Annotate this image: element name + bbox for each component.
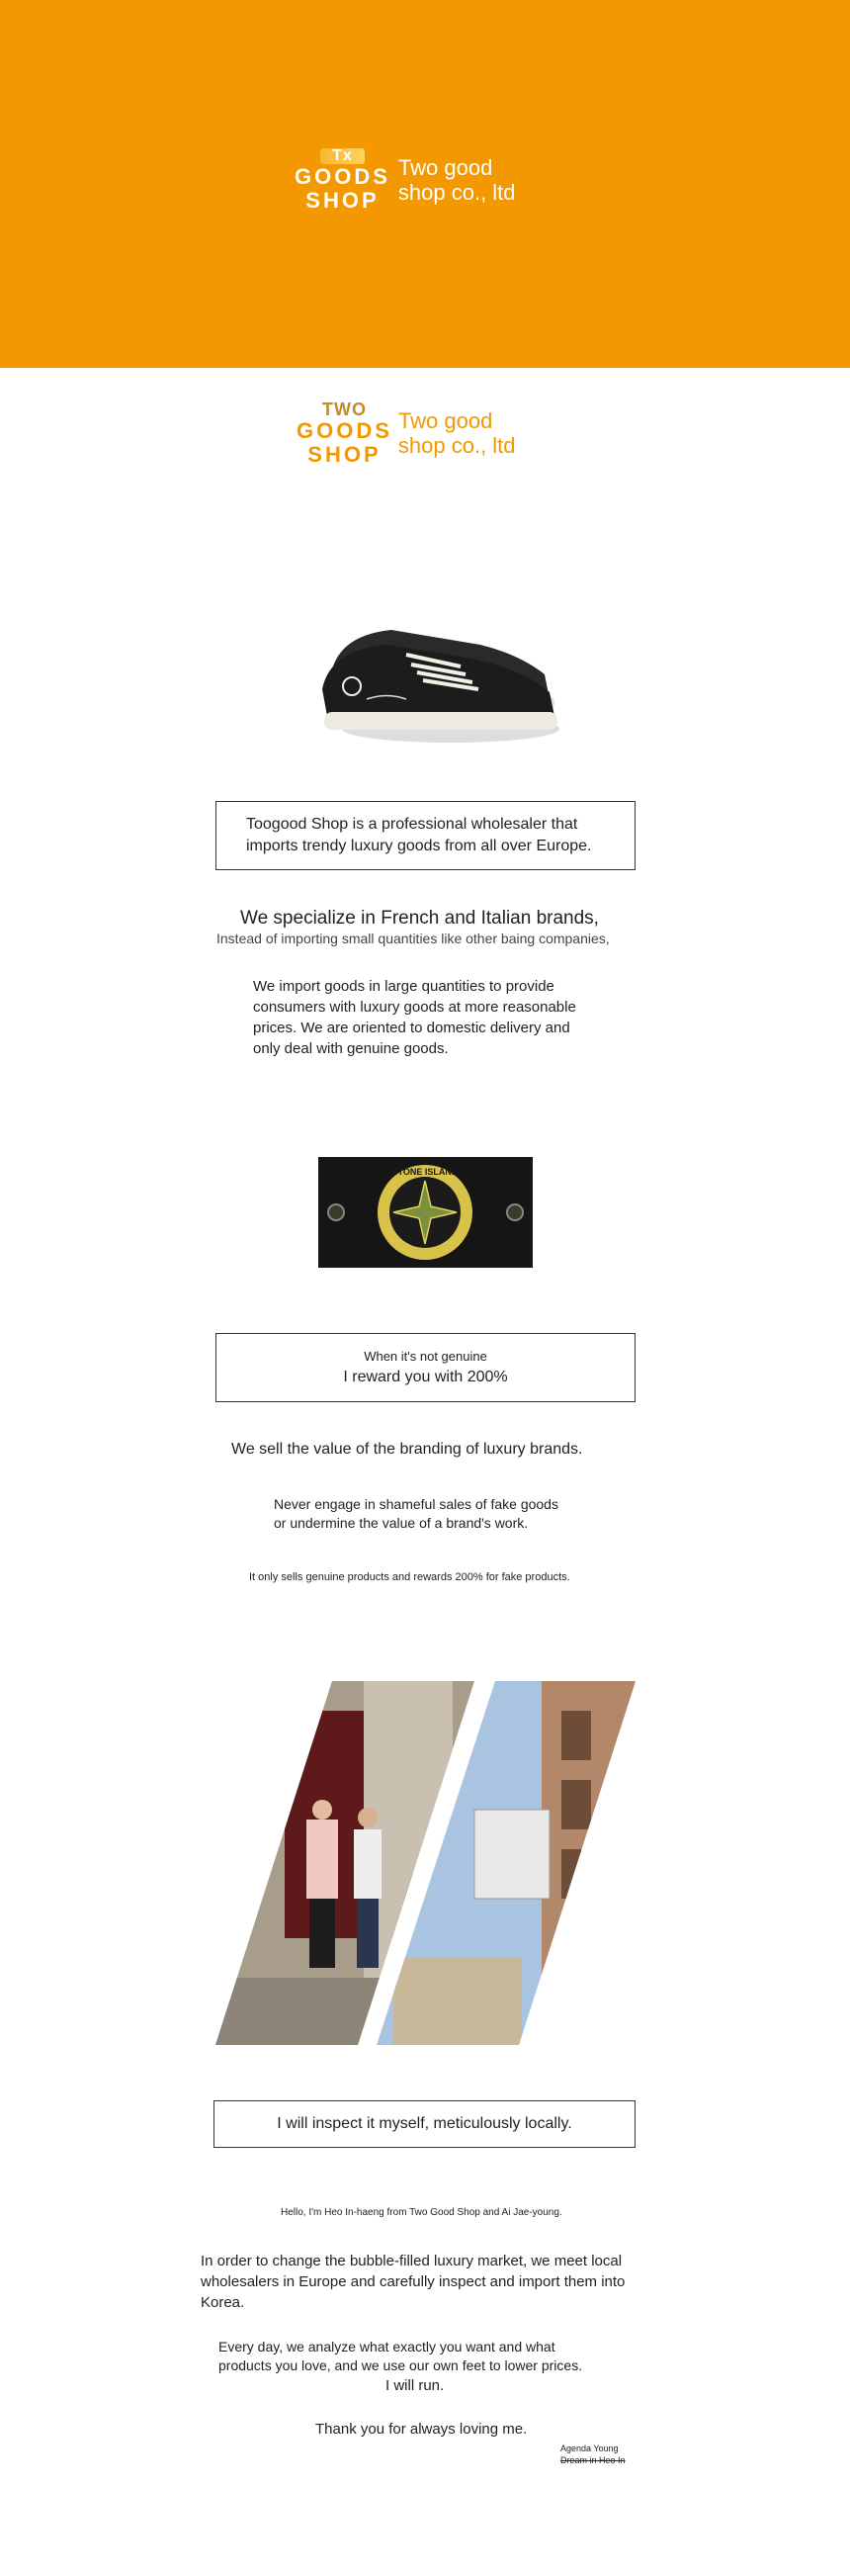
company-logo [295, 148, 516, 212]
patch-button-right [507, 1204, 523, 1220]
never-line2: or undermine the value of a brand's work. [274, 1515, 529, 1531]
logo-two: TWO [321, 400, 367, 419]
thanks-text: Thank you for always loving me. [315, 2421, 528, 2438]
hero-banner [0, 0, 850, 368]
logo-name-line1: Two good [397, 407, 493, 433]
hello-text: Hello, I'm Heo In-haeng from Two Good Shop and Ai Jae-young. [281, 2207, 562, 2218]
logo-company-name [398, 155, 516, 206]
logo-name-line2: shop co., ltd [397, 180, 516, 205]
logo-mark [297, 400, 392, 466]
team-photos [215, 1681, 636, 2045]
instead-text: Instead of importing small quantities like other baing companies, [216, 931, 610, 946]
genuine-note: It only sells genuine products and rewards 200% for fake products. [249, 1571, 570, 1583]
import-line1: We import goods in large quantities to provide [253, 978, 554, 995]
guarantee-line1: When it's not genuine [364, 1349, 487, 1364]
never-line1: Never engage in shameful sales of fake goods [274, 1496, 558, 1512]
logo-goods: GOODS [297, 418, 392, 443]
logo-name-line2: shop co., ltd [397, 433, 516, 458]
inspect-box [213, 2100, 636, 2148]
specialize-heading: We specialize in French and Italian brands, [240, 908, 599, 929]
sneaker-image [312, 605, 569, 754]
every-line1: Every day, we analyze what exactly you want and what [218, 2339, 555, 2354]
signature-line2: Dream in Heo In [560, 2455, 626, 2465]
front-sole [324, 712, 557, 730]
patch-ring-text: STONE ISLAND [391, 1167, 459, 1177]
intro-box [215, 801, 636, 870]
front-shoe [322, 645, 554, 716]
import-line3: prices. We are oriented to domestic delivery and [253, 1020, 570, 1036]
value-text: We sell the value of the branding of luxury brands. [231, 1441, 583, 1458]
signature [560, 2443, 626, 2466]
intro-line1: Toogood Shop is a professional wholesaler that [246, 816, 578, 833]
logo-tx: Tx [320, 148, 365, 164]
every-paragraph [218, 2338, 582, 2375]
intro-line2: imports trendy luxury goods from all over Europe. [246, 838, 592, 854]
inspect-text: I will inspect it myself, meticulously locally. [277, 2115, 572, 2132]
company-logo-secondary [297, 400, 516, 466]
guarantee-line2: I reward you with 200% [343, 1369, 508, 1385]
logo-shop: SHOP [305, 188, 380, 213]
logo-shop: SHOP [307, 442, 382, 467]
logo-name-line1: Two good [397, 154, 493, 180]
change-line2: wholesalers in Europe and carefully inspect and import them into [201, 2273, 626, 2290]
guarantee-box [215, 1333, 636, 1402]
change-paragraph [201, 2251, 625, 2313]
change-line3: Korea. [201, 2294, 245, 2311]
stone-island-patch-image [318, 1157, 533, 1268]
logo-mark [295, 148, 390, 212]
logo-goods: GOODS [295, 164, 390, 189]
import-paragraph [253, 976, 576, 1059]
import-line2: consumers with luxury goods at more reasonable [253, 999, 576, 1016]
import-line4: only deal with genuine goods. [253, 1040, 449, 1057]
patch-button-left [328, 1204, 344, 1220]
run-text: I will run. [385, 2377, 445, 2394]
every-line2: products you love, and we use our own feet to lower prices. [218, 2357, 583, 2373]
change-line1: In order to change the bubble-filled luxury market, we meet local [201, 2253, 623, 2269]
never-paragraph [274, 1495, 558, 1533]
logo-company-name [398, 408, 516, 459]
signature-line1: Agenda Young [560, 2443, 619, 2453]
